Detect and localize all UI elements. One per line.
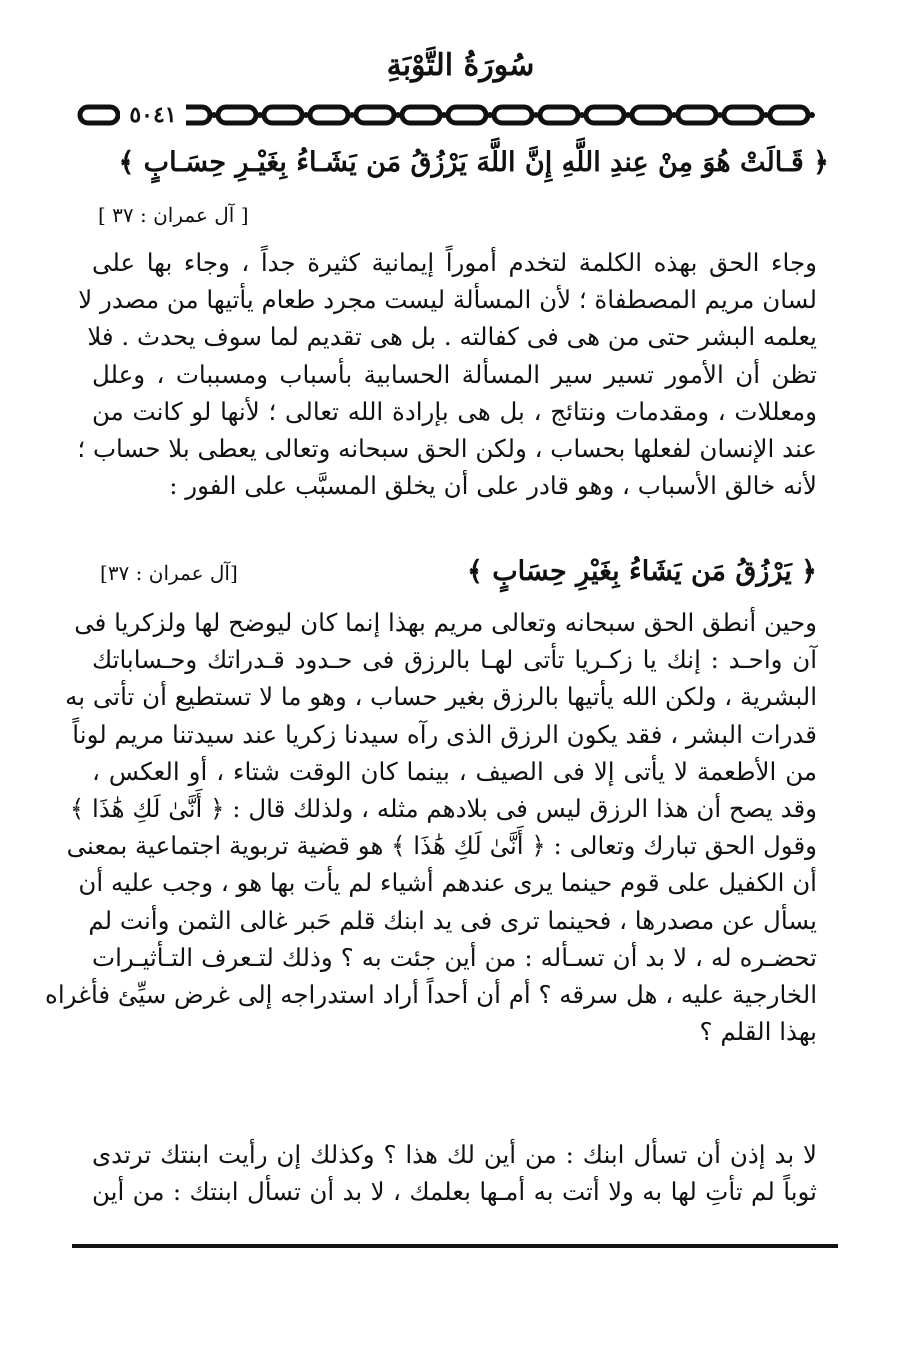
chain-link — [80, 107, 118, 123]
chain-link — [724, 107, 762, 123]
quran-verse-1: ﴿ قَـالَتْ هُوَ مِنْ عِندِ اللَّهِ إِنَّ اللَّهَ يَرْزُقُ مَن يَشَـاءُ بِغَيْـرِ حِسَـابٍ ﴾ — [118, 147, 829, 178]
chain-link — [402, 107, 440, 123]
chain-link — [770, 107, 808, 123]
chain-link — [494, 107, 532, 123]
paragraph-line: ومعللات ، ومقدمات ونتائج ، بل هى بإرادة الله تعالى ؛ لأنها لو كانت من — [92, 396, 817, 426]
paragraph-line: تظن أن الأمور تسير سير المسألة الحسابية بأسباب ومسببات ، وعلل — [92, 359, 817, 389]
paragraph-2 — [44, 604, 817, 1050]
paragraph-line: يعلمه البشر حتى من هى فى كفالته . بل هى تقديم لما سوف يحدث . فلا — [87, 322, 817, 352]
paragraph-line: عند الإنسان لفعلها بحساب ، ولكن الحق سبحانه وتعالى يعطى بلا حساب ؛ — [77, 434, 817, 464]
paragraph-line: لا بد إذن أن تسأل ابنك : من أين لك هذا ؟ وكذلك إن رأيت ابنتك ترتدى — [92, 1140, 817, 1169]
paragraph-line: وحين أنطق الحق سبحانه وتعالى مريم بهذا إنما كان ليوضح لها ولزكريا فى — [74, 608, 817, 637]
paragraph-line: وقول الحق تبارك وتعالى : ﴿ أَنَّىٰ لَكِ هَٰذَا ﴾ هو قضية تربوية اجتماعية بمعنى — [66, 831, 817, 861]
paragraph-line: قدرات البشر ، فقد يكون الرزق الذى رآه سيدنا زكريا عند سيدتنا مريم لوناً — [72, 719, 817, 749]
paragraph-line: لأنه خالق الأسباب ، وهو قادر على أن يخلق المسبَّب على الفور : — [169, 471, 817, 501]
paragraph-line: ثوباً لم تأتِ لها به ولا أتت به أمـها بعلمك ، لا بد أن تسأل ابنتك : من أين — [92, 1177, 817, 1207]
footer-rule — [72, 1244, 838, 1248]
paragraph-line: الخارجية عليه ، هل سرقه ؟ أم أن أحداً أراد استدراجه إلى غرض سيِّئ فأغراه — [44, 980, 817, 1010]
chain-link — [586, 107, 624, 123]
chain-ornament-divider — [76, 98, 844, 132]
paragraph-line: آن واحـد : إنك يا زكـريا تأتى لهـا بالرزق فى حـدود قـدراتك وحـساباتك — [92, 645, 817, 675]
paragraph-line: وجاء الحق بهذه الكلمة لتخدم أموراً إيمانية كثيرة جداً ، وجاء بها على — [92, 248, 817, 277]
paragraph-line: لسان مريم المصطفاة ؛ لأن المسألة ليست مجرد طعام يأتيها من مصدر لا — [78, 285, 817, 315]
chain-link — [310, 107, 348, 123]
paragraph-3 — [92, 1136, 817, 1210]
chain-link — [448, 107, 486, 123]
surah-title: سُورَةُ التَّوْبَةِ — [386, 48, 535, 83]
chain-dot — [809, 112, 815, 118]
paragraph-line: بهذا القلم ؟ — [699, 1017, 817, 1047]
paragraph-line: أن الكفيل على قوم حينما يرى عندهم أشياء لم يأت بها هو ، وجب عليه أن — [78, 868, 817, 898]
paragraph-1 — [77, 244, 817, 504]
paragraph-line: من الأطعمة لا يأتى إلا فى الصيف ، بينما كان الوقت شتاء ، أو العكس ، — [92, 756, 817, 786]
chain-link — [264, 107, 302, 123]
paragraph-line: يسأل عن مصدرها ، فحينما ترى فى يد ابنك قلم حَبر غالى الثمن وأنت لم — [88, 905, 817, 935]
chain-link — [678, 107, 716, 123]
chain-link — [356, 107, 394, 123]
quran-verse-2: ﴿ يَرْزُقُ مَن يَشَاءُ بِغَيْرِ حِسَابٍ ﴾ — [467, 556, 817, 587]
page-number: ٥٠٤١ — [120, 102, 186, 128]
verse-1-reference: [ آل عمران : ٣٧ ] — [98, 203, 249, 227]
chain-link — [632, 107, 670, 123]
paragraph-line: وقد يصح أن هذا الرزق ليس فى بلادهم مثله ، ولذلك قال : ﴿ أَنَّىٰ لَكِ هَٰذَا ﴾ — [69, 794, 817, 824]
chain-link — [540, 107, 578, 123]
chain-link — [218, 107, 256, 123]
paragraph-line: تحضـره له ، لا بد أن تسـأله : من أين جئت به ؟ وذلك لتـعرف التـأثيـرات — [92, 942, 817, 972]
paragraph-line: البشرية ، ولكن الله يأتيها بالرزق بغير حساب ، وهو ما لا تستطيع أن تأتى به — [65, 682, 817, 712]
verse-2-reference: [آل عمران : ٣٧] — [100, 561, 238, 585]
